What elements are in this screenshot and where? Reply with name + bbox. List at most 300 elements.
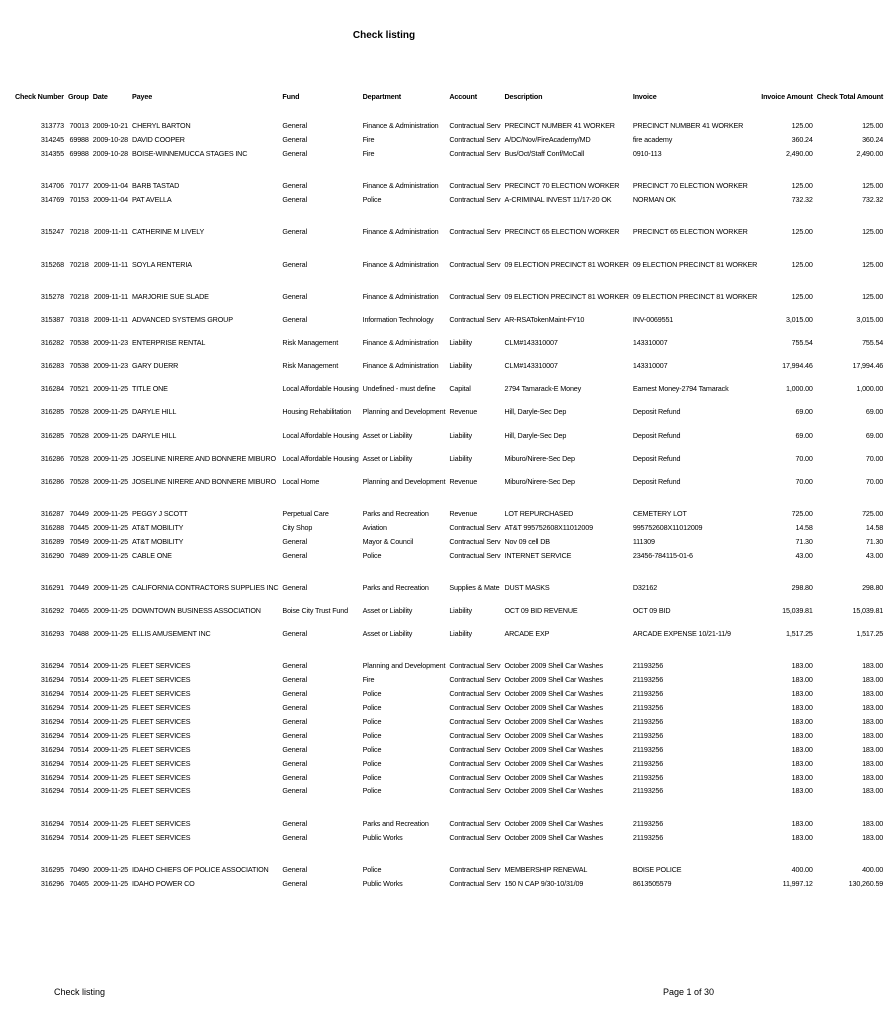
cell-description: ARCADE EXP: [504, 629, 550, 639]
cell-date: 2009-11-11: [93, 315, 129, 325]
cell-check-number: 316292: [40, 606, 64, 616]
cell-invoice-amount: 298.80: [791, 582, 813, 592]
cell-check-number: 316294: [40, 832, 64, 842]
cell-check-number: 316289: [40, 536, 64, 546]
cell-payee: AT&T MOBILITY: [132, 522, 184, 532]
cell-date: 2009-11-11: [93, 259, 129, 269]
cell-invoice-amount: 183.00: [791, 832, 813, 842]
table-header-row: [13, 92, 885, 107]
cell-description: October 2009 Shell Car Washes: [504, 675, 603, 685]
cell-group: 70318: [69, 315, 89, 325]
cell-fund: General: [282, 832, 307, 842]
cell-date: 2009-11-25: [93, 744, 129, 754]
cell-check-number: 316294: [40, 758, 64, 768]
cell-payee: CHERYL BARTON: [132, 121, 191, 131]
cell-description: CLM#143310007: [504, 338, 558, 348]
table-row: [13, 347, 885, 370]
table-row: [13, 796, 885, 828]
cell-account: Contractual Serv: [449, 227, 501, 237]
cell-date: 2009-11-23: [93, 361, 129, 371]
table-row: [13, 532, 885, 546]
cell-description: MEMBERSHIP RENEWAL: [504, 864, 588, 874]
cell-payee: BOISE-WINNEMUCCA STAGES INC: [132, 148, 248, 158]
cell-date: 2009-10-28: [92, 148, 129, 158]
cell-date: 2009-11-25: [93, 675, 129, 685]
cell-group: 70514: [69, 832, 89, 842]
cell-check-total-amount: 298.80: [862, 582, 884, 592]
cell-payee: FLEET SERVICES: [132, 786, 191, 796]
footer-title: Check listing: [54, 987, 106, 997]
cell-check-number: 315278: [40, 291, 64, 301]
cell-department: Police: [362, 772, 382, 782]
cell-check-total-amount: 71.30: [865, 536, 884, 546]
cell-check-total-amount: 125.00: [862, 259, 884, 269]
cell-department: Finance & Administration: [362, 361, 439, 371]
cell-description: October 2009 Shell Car Washes: [504, 730, 603, 740]
cell-invoice: NORMAN OK: [632, 195, 676, 205]
table-row: [13, 638, 885, 670]
cell-invoice-amount: 125.00: [791, 181, 813, 191]
cell-invoice: 21193256: [632, 661, 664, 671]
cell-account: Contractual Serv: [449, 878, 501, 888]
cell-group: 70490: [69, 864, 89, 874]
cell-account: Contractual Serv: [449, 818, 501, 828]
cell-fund: General: [282, 744, 307, 754]
cell-date: 2009-11-25: [93, 832, 129, 842]
cell-check-number: 316286: [40, 453, 64, 463]
cell-payee: FLEET SERVICES: [132, 818, 191, 828]
cell-check-number: 316294: [40, 689, 64, 699]
cell-group: 70153: [69, 195, 89, 205]
cell-account: Contractual Serv: [449, 291, 501, 301]
cell-description: Hill, Daryle-Sec Dep: [504, 430, 567, 440]
cell-account: Liability: [449, 338, 472, 348]
cell-check-total-amount: 1,000.00: [856, 384, 884, 394]
cell-department: Planning and Development: [362, 476, 446, 486]
cell-check-number: 316283: [40, 361, 64, 371]
cell-description: AT&T 995752608X11012009: [504, 522, 593, 532]
cell-invoice: Deposit Refund: [632, 453, 681, 463]
table-row: [13, 828, 885, 842]
cell-fund: General: [282, 786, 307, 796]
cell-check-total-amount: 69.00: [865, 430, 884, 440]
cell-check-total-amount: 183.00: [862, 717, 884, 727]
cell-invoice-amount: 14.58: [795, 522, 813, 532]
cell-payee: MARJORIE SUE SLADE: [132, 291, 209, 301]
cell-department: Police: [362, 717, 382, 727]
cell-group: 70514: [69, 661, 89, 671]
cell-description: October 2009 Shell Car Washes: [504, 772, 603, 782]
cell-check-number: 316288: [40, 522, 64, 532]
cell-description: 09 ELECTION PRECINCT 81 WORKER: [504, 291, 629, 301]
cell-account: Revenue: [449, 476, 478, 486]
cell-description: October 2009 Shell Car Washes: [504, 758, 603, 768]
cell-group: 70489: [69, 550, 89, 560]
cell-check-total-amount: 183.00: [862, 689, 884, 699]
table-row: [13, 417, 885, 440]
col-header-description: Description: [504, 92, 543, 101]
cell-payee: AT&T MOBILITY: [132, 536, 184, 546]
cell-date: 2009-11-25: [93, 407, 129, 417]
cell-group: 70465: [69, 878, 89, 888]
cell-payee: DOWNTOWN BUSINESS ASSOCIATION: [132, 606, 261, 616]
cell-date: 2009-11-25: [93, 430, 129, 440]
cell-description: Bus/Oct/Staff Conf/McCall: [504, 148, 585, 158]
cell-fund: City Shop: [282, 522, 313, 532]
cell-check-total-amount: 183.00: [862, 675, 884, 685]
cell-description: October 2009 Shell Car Washes: [504, 818, 603, 828]
table-row: [13, 768, 885, 782]
cell-invoice: 23456-784115-01-6: [632, 550, 693, 560]
col-header-check-total-amount: Check Total Amount: [816, 92, 884, 101]
cell-fund: General: [282, 291, 307, 301]
cell-department: Fire: [362, 148, 375, 158]
cell-check-number: 314355: [40, 148, 64, 158]
cell-fund: Boise City Trust Fund: [282, 606, 348, 616]
col-header-department: Department: [362, 92, 402, 101]
cell-date: 2009-11-11: [93, 291, 129, 301]
col-header-fund: Fund: [282, 92, 300, 101]
cell-department: Parks and Recreation: [362, 818, 429, 828]
cell-description: 150 N CAP 9/30-10/31/09: [504, 878, 584, 888]
cell-group: 70465: [69, 606, 89, 616]
col-header-date: Date: [92, 92, 108, 101]
cell-payee: FLEET SERVICES: [132, 772, 191, 782]
cell-department: Police: [362, 730, 382, 740]
cell-group: 70218: [69, 259, 89, 269]
cell-invoice-amount: 360.24: [791, 134, 813, 144]
cell-payee: ADVANCED SYSTEMS GROUP: [132, 315, 233, 325]
cell-invoice: 21193256: [632, 744, 664, 754]
cell-group: 70218: [69, 291, 89, 301]
cell-department: Police: [362, 786, 382, 796]
cell-description: LOT REPURCHASED: [504, 509, 574, 518]
table-row: [13, 740, 885, 754]
cell-invoice: 8613505579: [632, 878, 672, 888]
cell-invoice: 21193256: [632, 689, 664, 699]
col-header-account: Account: [449, 92, 478, 101]
cell-department: Finance & Administration: [362, 338, 439, 348]
cell-invoice: 143310007: [632, 361, 668, 371]
cell-invoice-amount: 183.00: [791, 675, 813, 685]
cell-check-number: 313773: [40, 121, 64, 131]
cell-check-number: 316284: [40, 384, 64, 394]
cell-check-number: 316296: [40, 878, 64, 888]
cell-description: October 2009 Shell Car Washes: [504, 717, 603, 727]
cell-invoice-amount: 1,517.25: [785, 629, 813, 639]
cell-date: 2009-11-25: [93, 730, 129, 740]
col-header-payee: Payee: [132, 92, 153, 101]
cell-description: October 2009 Shell Car Washes: [504, 832, 603, 842]
cell-group: 70514: [69, 772, 89, 782]
cell-department: Police: [362, 864, 382, 874]
table-row: [13, 486, 885, 518]
cell-description: AR-RSATokenMaint-FY10: [504, 315, 585, 325]
cell-account: Contractual Serv: [449, 522, 501, 532]
cell-invoice: Deposit Refund: [632, 430, 681, 440]
cell-description: A/DC/Nov/FireAcademy/MD: [504, 134, 591, 144]
cell-group: 70514: [69, 703, 89, 713]
cell-check-number: 316282: [40, 338, 64, 348]
cell-invoice: 21193256: [632, 717, 664, 727]
cell-group: 69988: [69, 148, 89, 158]
cell-group: 70521: [69, 384, 89, 394]
cell-group: 70528: [69, 407, 89, 417]
cell-department: Police: [362, 703, 382, 713]
cell-account: Liability: [449, 453, 472, 463]
cell-payee: JOSELINE NIRERE AND BONNERE MIBURO: [132, 476, 276, 486]
cell-check-total-amount: 3,015.00: [856, 315, 884, 325]
cell-group: 70218: [69, 227, 89, 237]
table-row: [13, 592, 885, 615]
cell-fund: General: [282, 878, 307, 888]
cell-invoice: 0910-113: [632, 148, 662, 158]
cell-invoice-amount: 183.00: [791, 730, 813, 740]
cell-department: Police: [362, 689, 382, 699]
cell-description: October 2009 Shell Car Washes: [504, 689, 603, 699]
cell-payee: FLEET SERVICES: [132, 832, 191, 842]
cell-description: INTERNET SERVICE: [504, 550, 572, 560]
cell-check-total-amount: 183.00: [862, 758, 884, 768]
cell-group: 70514: [69, 717, 89, 727]
cell-invoice-amount: 70.00: [795, 453, 813, 463]
cell-invoice: Earnest Money-2794 Tamarack: [632, 384, 729, 394]
cell-check-total-amount: 70.00: [865, 453, 884, 463]
cell-account: Contractual Serv: [449, 134, 501, 144]
cell-invoice-amount: 69.00: [795, 430, 813, 440]
cell-payee: FLEET SERVICES: [132, 758, 191, 768]
cell-fund: Local Home: [282, 476, 320, 486]
cell-payee: FLEET SERVICES: [132, 675, 191, 685]
cell-payee: ELLIS AMUSEMENT INC: [132, 629, 211, 639]
cell-date: 2009-11-25: [93, 582, 129, 592]
table-row: [13, 518, 885, 532]
col-header-invoice: Invoice: [632, 92, 657, 101]
cell-account: Contractual Serv: [449, 758, 501, 768]
cell-group: 70514: [69, 818, 89, 828]
cell-check-number: 315387: [40, 315, 64, 325]
cell-check-number: 316286: [40, 476, 64, 486]
cell-invoice: 21193256: [632, 832, 664, 842]
cell-description: Miburo/Nirere-Sec Dep: [504, 453, 575, 463]
cell-date: 2009-11-25: [93, 786, 129, 796]
cell-check-number: 314769: [40, 195, 64, 205]
cell-invoice: 21193256: [632, 818, 664, 828]
cell-check-number: 316294: [40, 744, 64, 754]
table-row: [13, 144, 885, 158]
cell-check-total-amount: 183.00: [862, 703, 884, 713]
table-row: [13, 301, 885, 324]
cell-account: Contractual Serv: [449, 675, 501, 685]
cell-invoice: 995752608X11012009: [632, 522, 703, 532]
cell-payee: FLEET SERVICES: [132, 744, 191, 754]
cell-description: October 2009 Shell Car Washes: [504, 786, 603, 796]
cell-check-number: 316294: [40, 675, 64, 685]
cell-fund: Risk Management: [282, 361, 339, 371]
cell-check-total-amount: 125.00: [862, 291, 884, 301]
table-row: [13, 560, 885, 592]
table-row: [13, 370, 885, 393]
table-row: [13, 158, 885, 190]
cell-check-total-amount: 183.00: [862, 772, 884, 782]
table-row: [13, 107, 885, 130]
cell-fund: General: [282, 227, 307, 237]
cell-check-number: 314706: [40, 181, 64, 191]
cell-check-total-amount: 755.54: [862, 338, 884, 348]
cell-check-total-amount: 14.58: [865, 522, 884, 532]
cell-date: 2009-11-25: [93, 661, 129, 671]
cell-check-total-amount: 360.24: [862, 134, 884, 144]
table-row: [13, 269, 885, 301]
cell-description: Hill, Daryle-Sec Dep: [504, 407, 567, 417]
cell-department: Asset or Liability: [362, 629, 413, 639]
cell-check-number: 314245: [40, 134, 64, 144]
cell-invoice: Deposit Refund: [632, 476, 681, 486]
cell-date: 2009-11-25: [93, 772, 129, 782]
cell-account: Revenue: [449, 509, 478, 518]
cell-fund: General: [282, 121, 307, 131]
cell-check-total-amount: 17,994.46: [852, 361, 884, 371]
cell-group: 70514: [69, 730, 89, 740]
cell-check-total-amount: 125.00: [862, 227, 884, 237]
cell-account: Contractual Serv: [449, 259, 501, 269]
cell-invoice: ARCADE EXPENSE 10/21-11/9: [632, 629, 731, 639]
cell-group: 70177: [69, 181, 89, 191]
table-row: [13, 754, 885, 768]
table-row: [13, 671, 885, 685]
cell-date: 2009-11-25: [93, 818, 129, 828]
cell-department: Fire: [362, 675, 375, 685]
cell-invoice: INV-0069551: [632, 315, 674, 325]
cell-check-total-amount: 183.00: [862, 832, 884, 842]
cell-invoice-amount: 69.00: [795, 407, 813, 417]
cell-group: 70528: [69, 430, 89, 440]
cell-check-total-amount: 2,490.00: [856, 148, 884, 158]
table-row: [13, 237, 885, 269]
cell-account: Contractual Serv: [449, 121, 501, 131]
cell-check-number: 316294: [40, 730, 64, 740]
cell-invoice: 09 ELECTION PRECINCT 81 WORKER: [632, 259, 758, 269]
cell-invoice-amount: 1,000.00: [785, 384, 813, 394]
cell-fund: General: [282, 772, 307, 782]
cell-department: Mayor & Council: [362, 536, 414, 546]
cell-description: October 2009 Shell Car Washes: [504, 661, 603, 671]
cell-check-number: 316293: [40, 629, 64, 639]
cell-description: October 2009 Shell Car Washes: [504, 744, 603, 754]
cell-account: Contractual Serv: [449, 744, 501, 754]
cell-account: Liability: [449, 361, 472, 371]
cell-account: Liability: [449, 606, 472, 616]
cell-fund: General: [282, 259, 307, 269]
cell-check-number: 316285: [40, 407, 64, 417]
cell-date: 2009-10-28: [92, 134, 129, 144]
cell-account: Supplies & Mate: [449, 582, 500, 592]
cell-account: Contractual Serv: [449, 315, 501, 325]
cell-fund: General: [282, 134, 307, 144]
cell-account: Contractual Serv: [449, 730, 501, 740]
cell-department: Police: [362, 744, 382, 754]
cell-payee: GARY DUERR: [132, 361, 179, 371]
cell-invoice-amount: 125.00: [791, 121, 813, 131]
col-header-invoice-amount: Invoice Amount: [761, 92, 813, 101]
cell-check-total-amount: 183.00: [862, 786, 884, 796]
cell-check-number: 316294: [40, 661, 64, 671]
cell-description: 2794 Tamarack-E Money: [504, 384, 582, 394]
page-number: Page 1 of 30: [662, 987, 714, 997]
cell-invoice-amount: 183.00: [791, 772, 813, 782]
cell-department: Planning and Development: [362, 661, 446, 671]
cell-date: 2009-11-25: [93, 522, 129, 532]
cell-description: DUST MASKS: [504, 582, 550, 592]
cell-group: 70514: [69, 689, 89, 699]
cell-invoice-amount: 183.00: [791, 818, 813, 828]
table-row: [13, 842, 885, 874]
cell-account: Contractual Serv: [449, 181, 501, 191]
cell-invoice: PRECINCT 65 ELECTION WORKER: [632, 227, 748, 237]
cell-description: Nov 09 cell DB: [504, 536, 550, 546]
cell-payee: SOYLA RENTERIA: [132, 259, 192, 269]
cell-date: 2009-11-25: [93, 864, 129, 874]
cell-check-number: 316287: [40, 509, 64, 518]
cell-date: 2009-11-25: [93, 384, 129, 394]
cell-department: Undefined - must define: [362, 384, 436, 394]
cell-check-number: 316290: [40, 550, 64, 560]
cell-check-total-amount: 1,517.25: [856, 629, 884, 639]
cell-account: Capital: [449, 384, 471, 394]
cell-department: Fire: [362, 134, 375, 144]
cell-payee: JOSELINE NIRERE AND BONNERE MIBURO: [132, 453, 276, 463]
cell-payee: FLEET SERVICES: [132, 661, 191, 671]
cell-department: Police: [362, 195, 382, 205]
cell-date: 2009-11-25: [93, 453, 129, 463]
cell-invoice: 21193256: [632, 675, 664, 685]
table-row: [13, 130, 885, 144]
cell-department: Asset or Liability: [362, 453, 413, 463]
cell-check-total-amount: 15,039.81: [852, 606, 884, 616]
cell-payee: FLEET SERVICES: [132, 689, 191, 699]
cell-check-total-amount: 725.00: [862, 509, 884, 518]
cell-invoice-amount: 400.00: [791, 864, 813, 874]
cell-payee: FLEET SERVICES: [132, 717, 191, 727]
cell-account: Contractual Serv: [449, 689, 501, 699]
cell-invoice-amount: 183.00: [791, 661, 813, 671]
cell-invoice: 21193256: [632, 758, 664, 768]
cell-check-total-amount: 183.00: [862, 661, 884, 671]
cell-department: Information Technology: [362, 315, 434, 325]
cell-invoice-amount: 183.00: [791, 717, 813, 727]
cell-check-total-amount: 183.00: [862, 730, 884, 740]
cell-department: Parks and Recreation: [362, 509, 429, 518]
cell-fund: General: [282, 661, 307, 671]
cell-description: October 2009 Shell Car Washes: [504, 703, 603, 713]
cell-fund: General: [282, 550, 307, 560]
cell-group: 70538: [69, 361, 89, 371]
cell-invoice: 09 ELECTION PRECINCT 81 WORKER: [632, 291, 758, 301]
cell-check-number: 315247: [40, 227, 64, 237]
cell-invoice-amount: 43.00: [795, 550, 813, 560]
cell-date: 2009-11-25: [93, 509, 129, 518]
cell-invoice: CEMETERY LOT: [632, 509, 687, 518]
table-row: [13, 712, 885, 726]
cell-fund: General: [282, 536, 307, 546]
cell-department: Finance & Administration: [362, 181, 439, 191]
cell-description: Miburo/Nirere-Sec Dep: [504, 476, 575, 486]
cell-fund: Perpetual Care: [282, 509, 329, 518]
cell-fund: General: [282, 582, 307, 592]
cell-account: Contractual Serv: [449, 864, 501, 874]
cell-payee: FLEET SERVICES: [132, 730, 191, 740]
cell-check-total-amount: 125.00: [862, 121, 884, 131]
